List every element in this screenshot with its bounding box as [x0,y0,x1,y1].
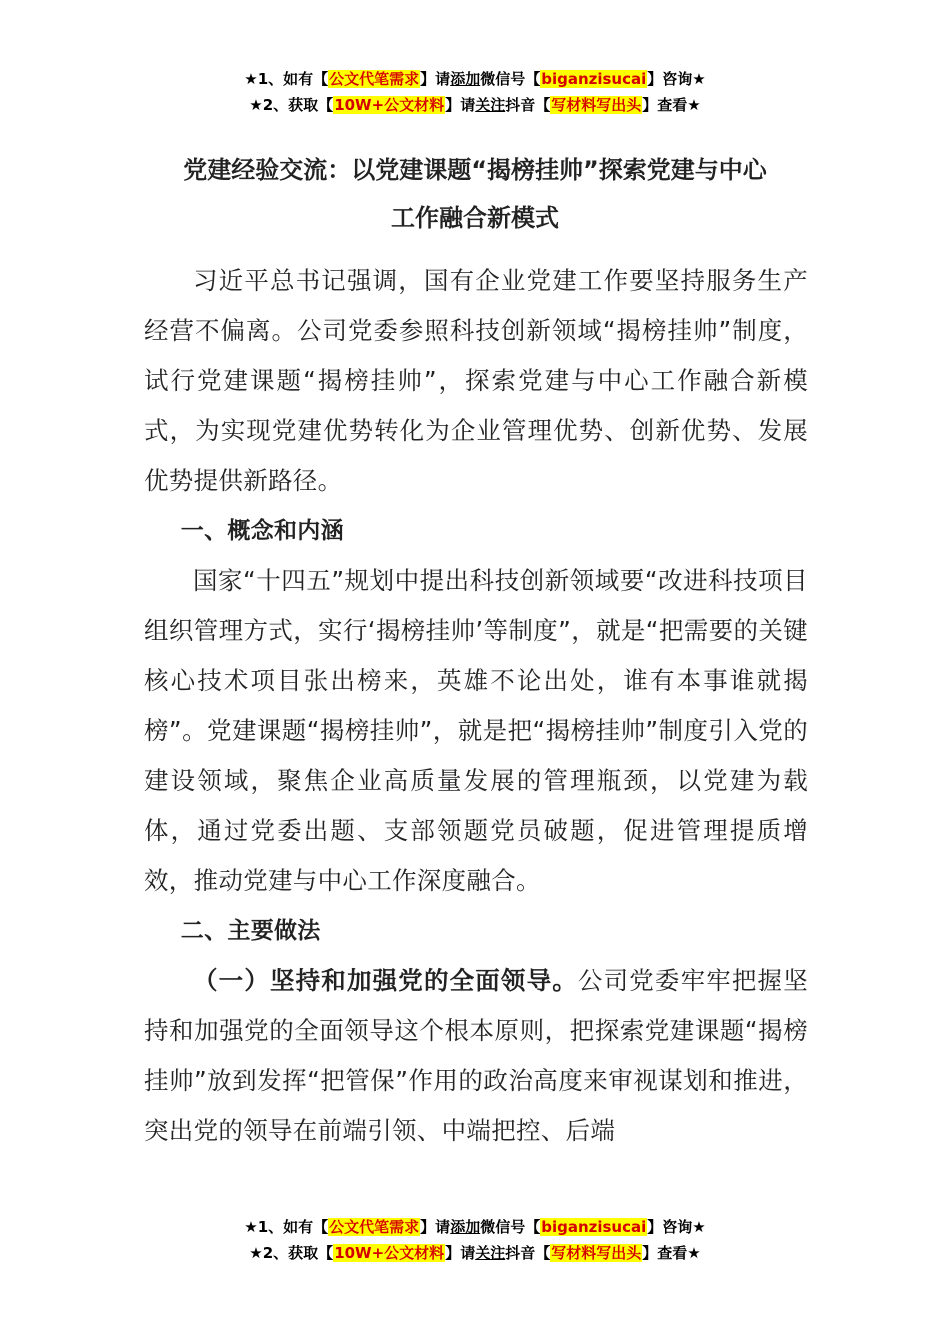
subsection-1-lead: （一）坚持和加强党的全面领导。 [193,966,578,995]
section-heading-2: 二、主要做法 [180,918,321,944]
douyin-account: 写材料写出头 [551,96,642,114]
wechat-id: biganzisucai [541,1218,647,1236]
subsection-1-paragraph [144,956,808,1156]
title-line-1: 党建经验交流：以党建课题“揭榜挂帅”探索党建与中心 [183,156,767,184]
promo-line-2: ★2、获取【10W+公文材料】请关注抖音【写材料写出头】查看★ [249,1244,701,1262]
section-heading-1: 一、概念和内涵 [180,518,344,544]
promo-highlight: 10W+公文材料 [334,1244,445,1262]
footer-promo-banner [0,1214,950,1266]
document-body [144,256,808,1156]
subsection-1-text: 公司党委牢牢把握坚持和加强党的全面领导这个根本原则，把探索党建课题“揭榜挂帅”放到发挥“把管保”作用的政治高度来审视谋划和推进，突出党的领导在前端引领、中端把控、后端 [144,966,809,1145]
wechat-id: biganzisucai [541,70,647,88]
intro-paragraph: 习近平总书记强调，国有企业党建工作要坚持服务生产经营不偏离。公司党委参照科技创新领域“揭榜挂帅”制度，试行党建课题“揭榜挂帅”，探索党建与中心工作融合新模式，为实现党建优势转化为企业管理优势、创新优势、发展优势提供新路径。 [144,266,808,495]
douyin-account: 写材料写出头 [551,1244,642,1262]
promo-highlight: 公文代笔需求 [329,1218,420,1236]
title-line-2: 工作融合新模式 [391,204,559,232]
document-title [120,146,830,242]
header-promo-banner [0,66,950,118]
promo-line-1: ★1、如有【公文代笔需求】请添加微信号【biganzisucai】咨询★ [244,70,706,88]
promo-highlight: 10W+公文材料 [334,96,445,114]
promo-line-1: ★1、如有【公文代笔需求】请添加微信号【biganzisucai】咨询★ [244,1218,706,1236]
promo-line-2: ★2、获取【10W+公文材料】请关注抖音【写材料写出头】查看★ [249,96,701,114]
promo-highlight: 公文代笔需求 [329,70,420,88]
section-1-paragraph: 国家“十四五”规划中提出科技创新领域要“改进科技项目组织管理方式，实行‘揭榜挂帅’等制度”，就是“把需要的关键核心技术项目张出榜来，英雄不论出处，谁有本事谁就揭榜”。党建课题“揭榜挂帅”，就是把“揭榜挂帅”制度引入党的建设领域，聚焦企业高质量发展的管理瓶颈，以党建为载体，通过党委出题、支部领题党员破题，促进管理提质增效，推动党建与中心工作深度融合。 [144,566,808,895]
